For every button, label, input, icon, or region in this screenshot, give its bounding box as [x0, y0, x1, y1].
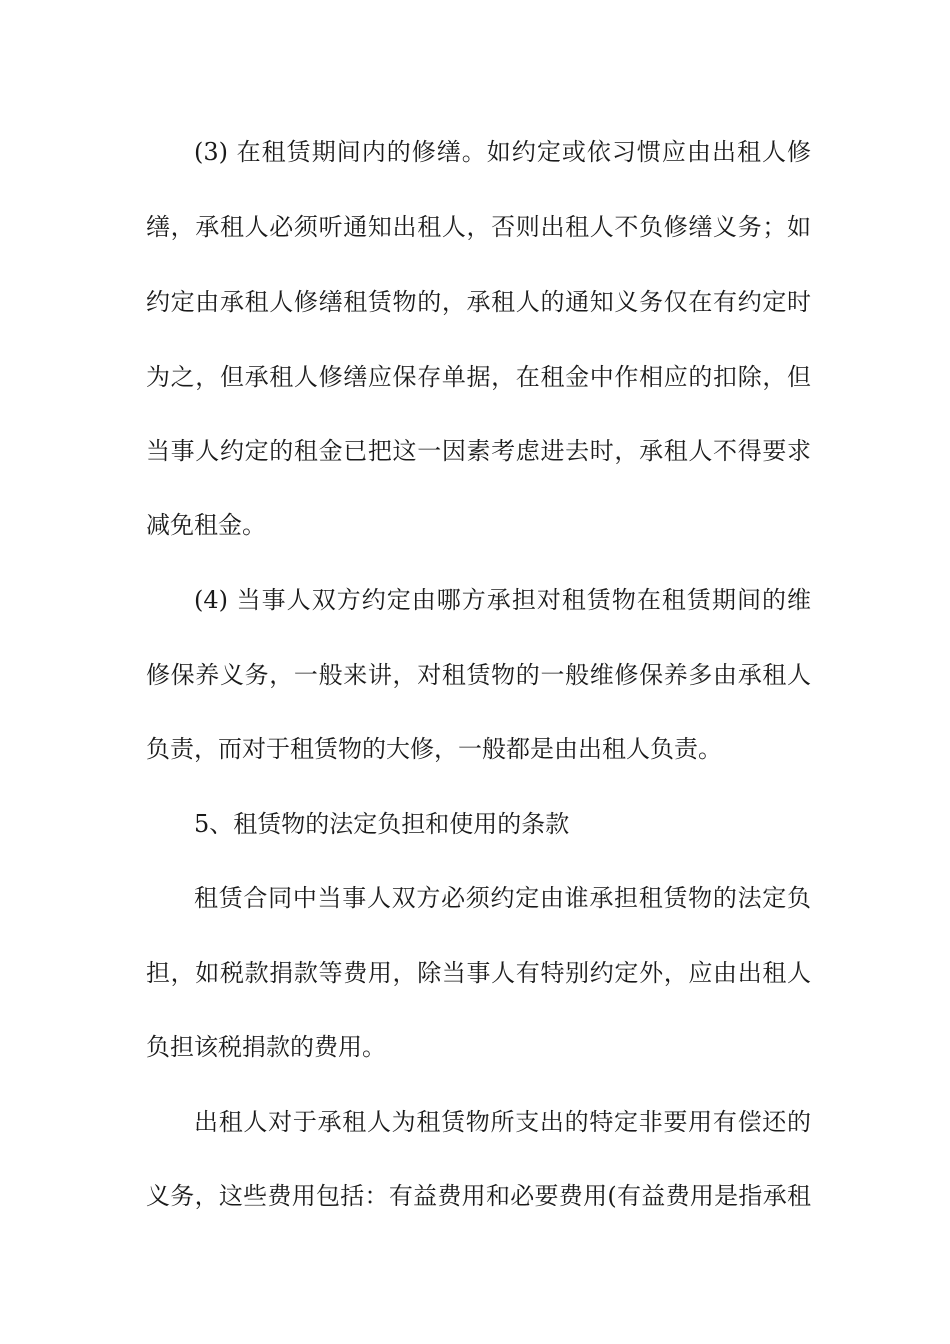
paragraph-3-line-6: 减免租金。 — [146, 511, 266, 539]
paragraph-3-line-3: 约定由承租人修缮租赁物的，承租人的通知义务仅在有约定时 — [146, 288, 811, 316]
section-heading-5: 5、租赁物的法定负担和使用的条款 — [194, 810, 570, 838]
paragraph-expense-line-1: 出租人对于承租人为租赁物所支出的特定非要用有偿还的 — [194, 1108, 811, 1136]
paragraph-3-line-2: 缮，承租人必须听通知出租人，否则出租人不负修缮义务；如 — [146, 213, 811, 241]
paragraph-tax-line-1: 租赁合同中当事人双方必须约定由谁承担租赁物的法定负 — [194, 884, 811, 912]
paragraph-expense-line-2: 义务，这些费用包括：有益费用和必要费用(有益费用是指承租 — [146, 1182, 811, 1210]
paragraph-tax-line-2: 担，如税款捐款等费用，除当事人有特别约定外，应由出租人 — [146, 959, 811, 987]
paragraph-4-line-3: 负责，而对于租赁物的大修，一般都是由出租人负责。 — [146, 735, 722, 763]
paragraph-4-line-2: 修保养义务，一般来讲，对租赁物的一般维修保养多由承租人 — [146, 661, 811, 689]
paragraph-3-line-4: 为之，但承租人修缮应保存单据，在租金中作相应的扣除，但 — [146, 363, 811, 391]
paragraph-tax-line-3: 负担该税捐款的费用。 — [146, 1033, 386, 1061]
paragraph-4-line-1: (4) 当事人双方约定由哪方承担对租赁物在租赁期间的维 — [194, 586, 811, 614]
paragraph-3-line-5: 当事人约定的租金已把这一因素考虑进去时，承租人不得要求 — [146, 437, 811, 465]
paragraph-3-line-1: (3) 在租赁期间内的修缮。如约定或依习惯应由出租人修 — [194, 138, 811, 166]
